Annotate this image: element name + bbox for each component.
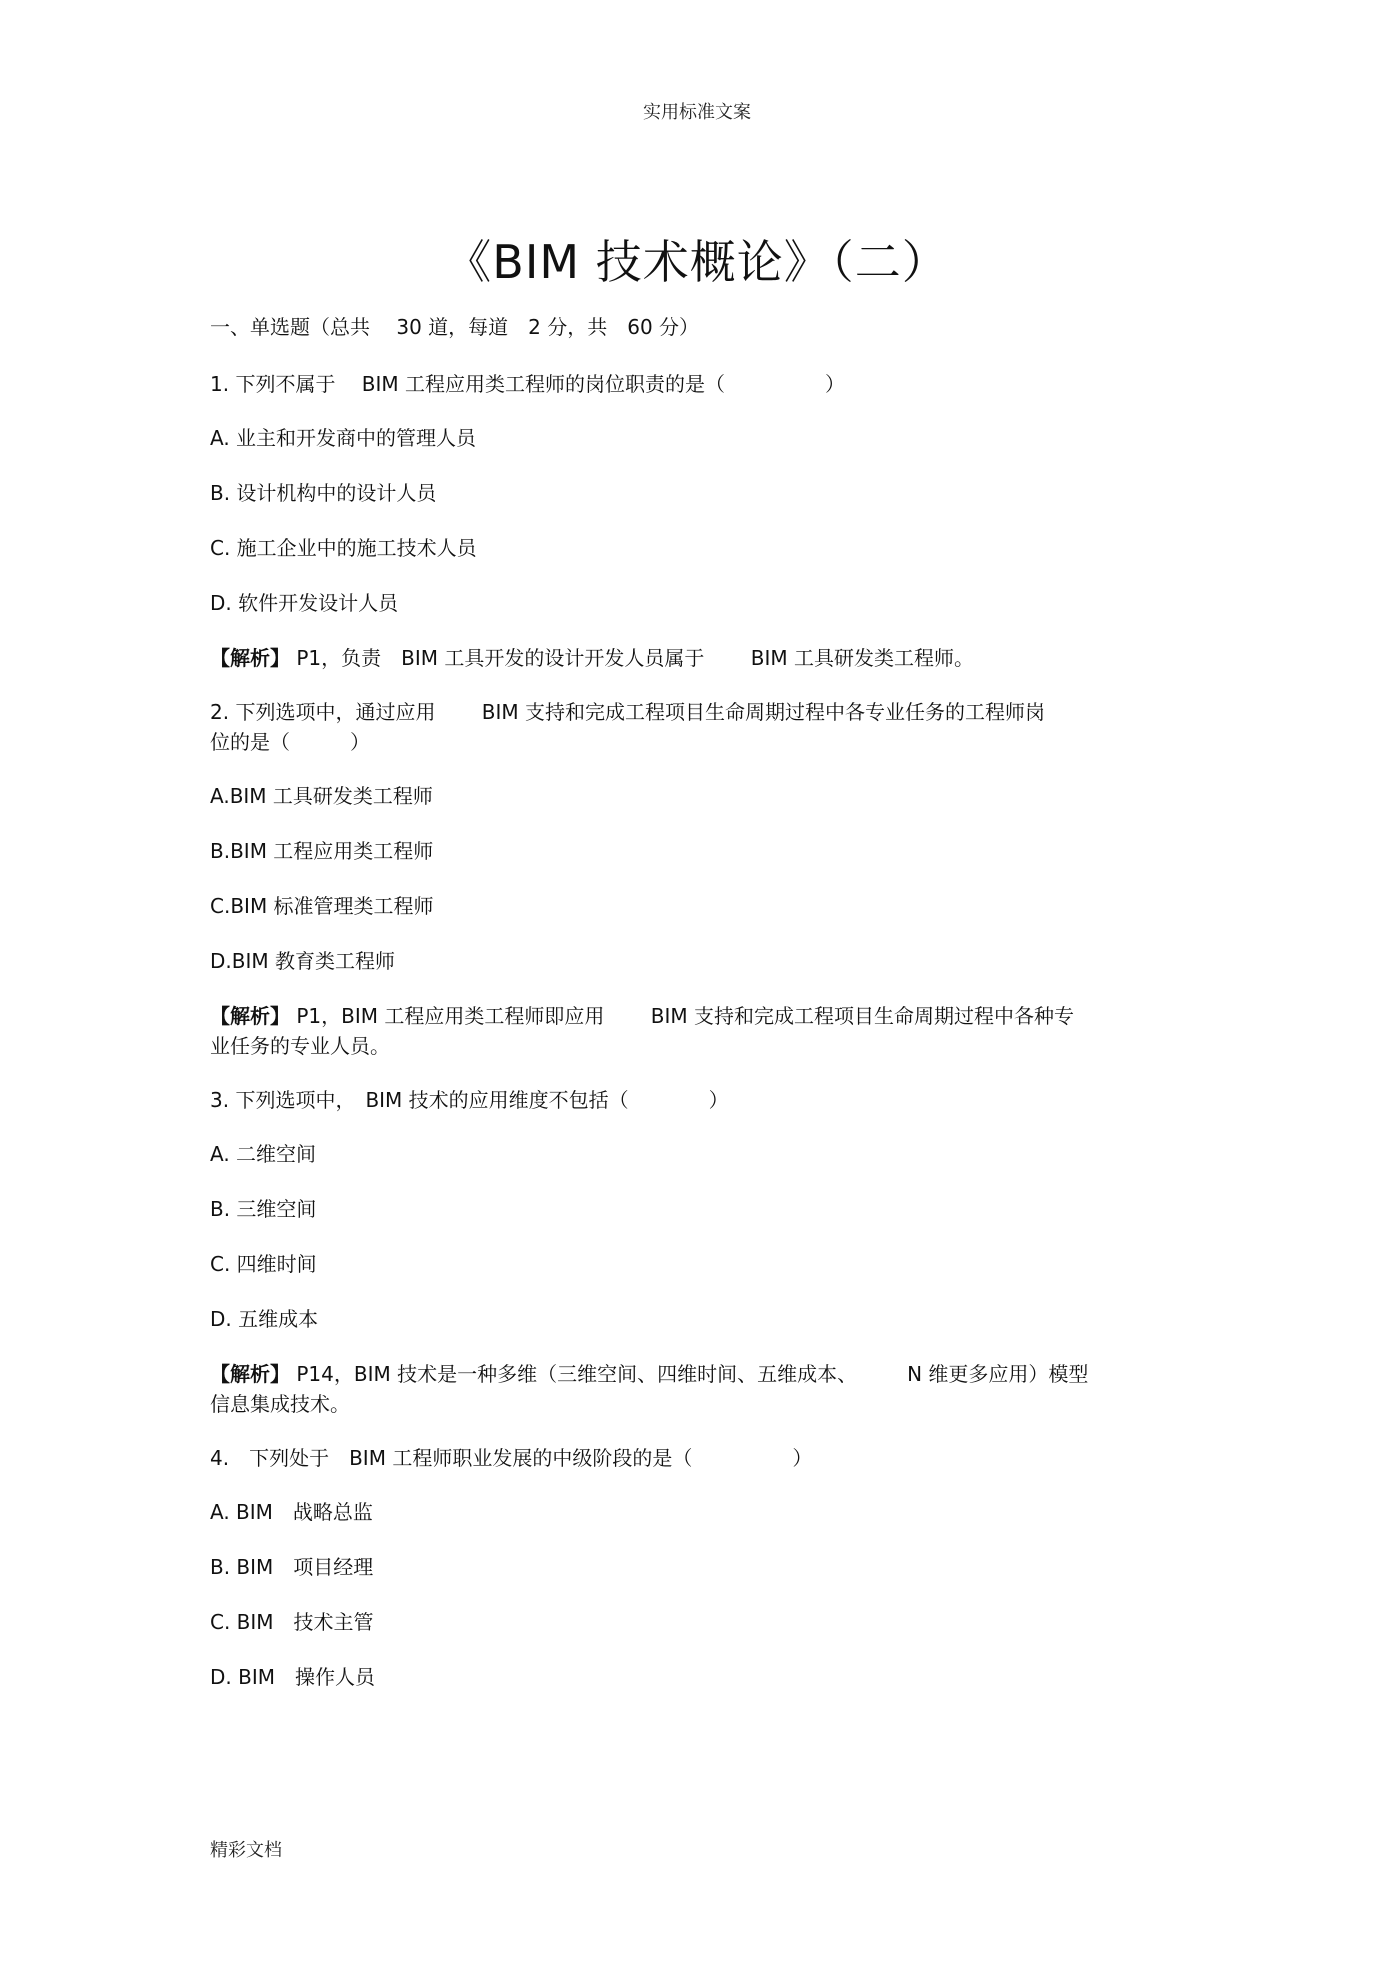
question-2-analysis <box>210 1001 1200 1061</box>
question-4-option-d: D. BIM 操作人员 <box>210 1665 375 1689</box>
analysis-tag: 【解析】 <box>210 646 290 670</box>
question-2-stem: 2. 下列选项中，通过应用 BIM 支持和完成工程项目生命周期过程中各专业任务的工程师岗 位的是（ ） <box>210 700 1046 754</box>
analysis-text: P14，BIM 技术是一种多维（三维空间、四维时间、五维成本、 N 维更多应用）模型 信息集成技术。 <box>210 1362 1089 1416</box>
question-4-option-a: A. BIM 战略总监 <box>210 1500 373 1524</box>
question-1-option-d: D. 软件开发设计人员 <box>210 591 399 615</box>
question-3-analysis <box>210 1359 1200 1419</box>
analysis-text: P1，负责 BIM 工具开发的设计开发人员属于 BIM 工具研发类工程师。 <box>290 646 974 670</box>
question-3-stem: 3. 下列选项中， BIM 技术的应用维度不包括（ ） <box>210 1088 729 1112</box>
question-4-option-c: C. BIM 技术主管 <box>210 1610 374 1634</box>
question-1-option-c: C. 施工企业中的施工技术人员 <box>210 536 477 560</box>
question-4-stem: 4. 下列处于 BIM 工程师职业发展的中级阶段的是（ ） <box>210 1446 813 1470</box>
question-3-option-d: D. 五维成本 <box>210 1307 319 1331</box>
question-2-option-a: A.BIM 工具研发类工程师 <box>210 784 433 808</box>
question-1-analysis <box>210 643 1200 673</box>
analysis-tag: 【解析】 <box>210 1004 290 1028</box>
question-1-stem: 1. 下列不属于 BIM 工程应用类工程师的岗位职责的是（ ） <box>210 372 846 396</box>
question-3-option-c: C. 四维时间 <box>210 1252 317 1276</box>
analysis-tag: 【解析】 <box>210 1362 290 1386</box>
question-4-option-b: B. BIM 项目经理 <box>210 1555 374 1579</box>
document-title: 《BIM 技术概论》（二） <box>445 235 949 289</box>
question-2-option-b: B.BIM 工程应用类工程师 <box>210 839 434 863</box>
question-2-option-c: C.BIM 标准管理类工程师 <box>210 894 434 918</box>
question-3-option-a: A. 二维空间 <box>210 1142 317 1166</box>
question-2-option-d: D.BIM 教育类工程师 <box>210 949 395 973</box>
analysis-text: P1，BIM 工程应用类工程师即应用 BIM 支持和完成工程项目生命周期过程中各种专 业任务的专业人员。 <box>210 1004 1074 1058</box>
section-heading: 一、单选题（总共 30 道，每道 2 分，共 60 分） <box>210 315 700 339</box>
question-3-option-b: B. 三维空间 <box>210 1197 317 1221</box>
page-header: 实用标准文案 <box>643 102 751 123</box>
document-body <box>210 312 1200 1717</box>
question-1-option-a: A. 业主和开发商中的管理人员 <box>210 426 477 450</box>
question-1-option-b: B. 设计机构中的设计人员 <box>210 481 437 505</box>
page-footer: 精彩文档 <box>210 1840 282 1861</box>
